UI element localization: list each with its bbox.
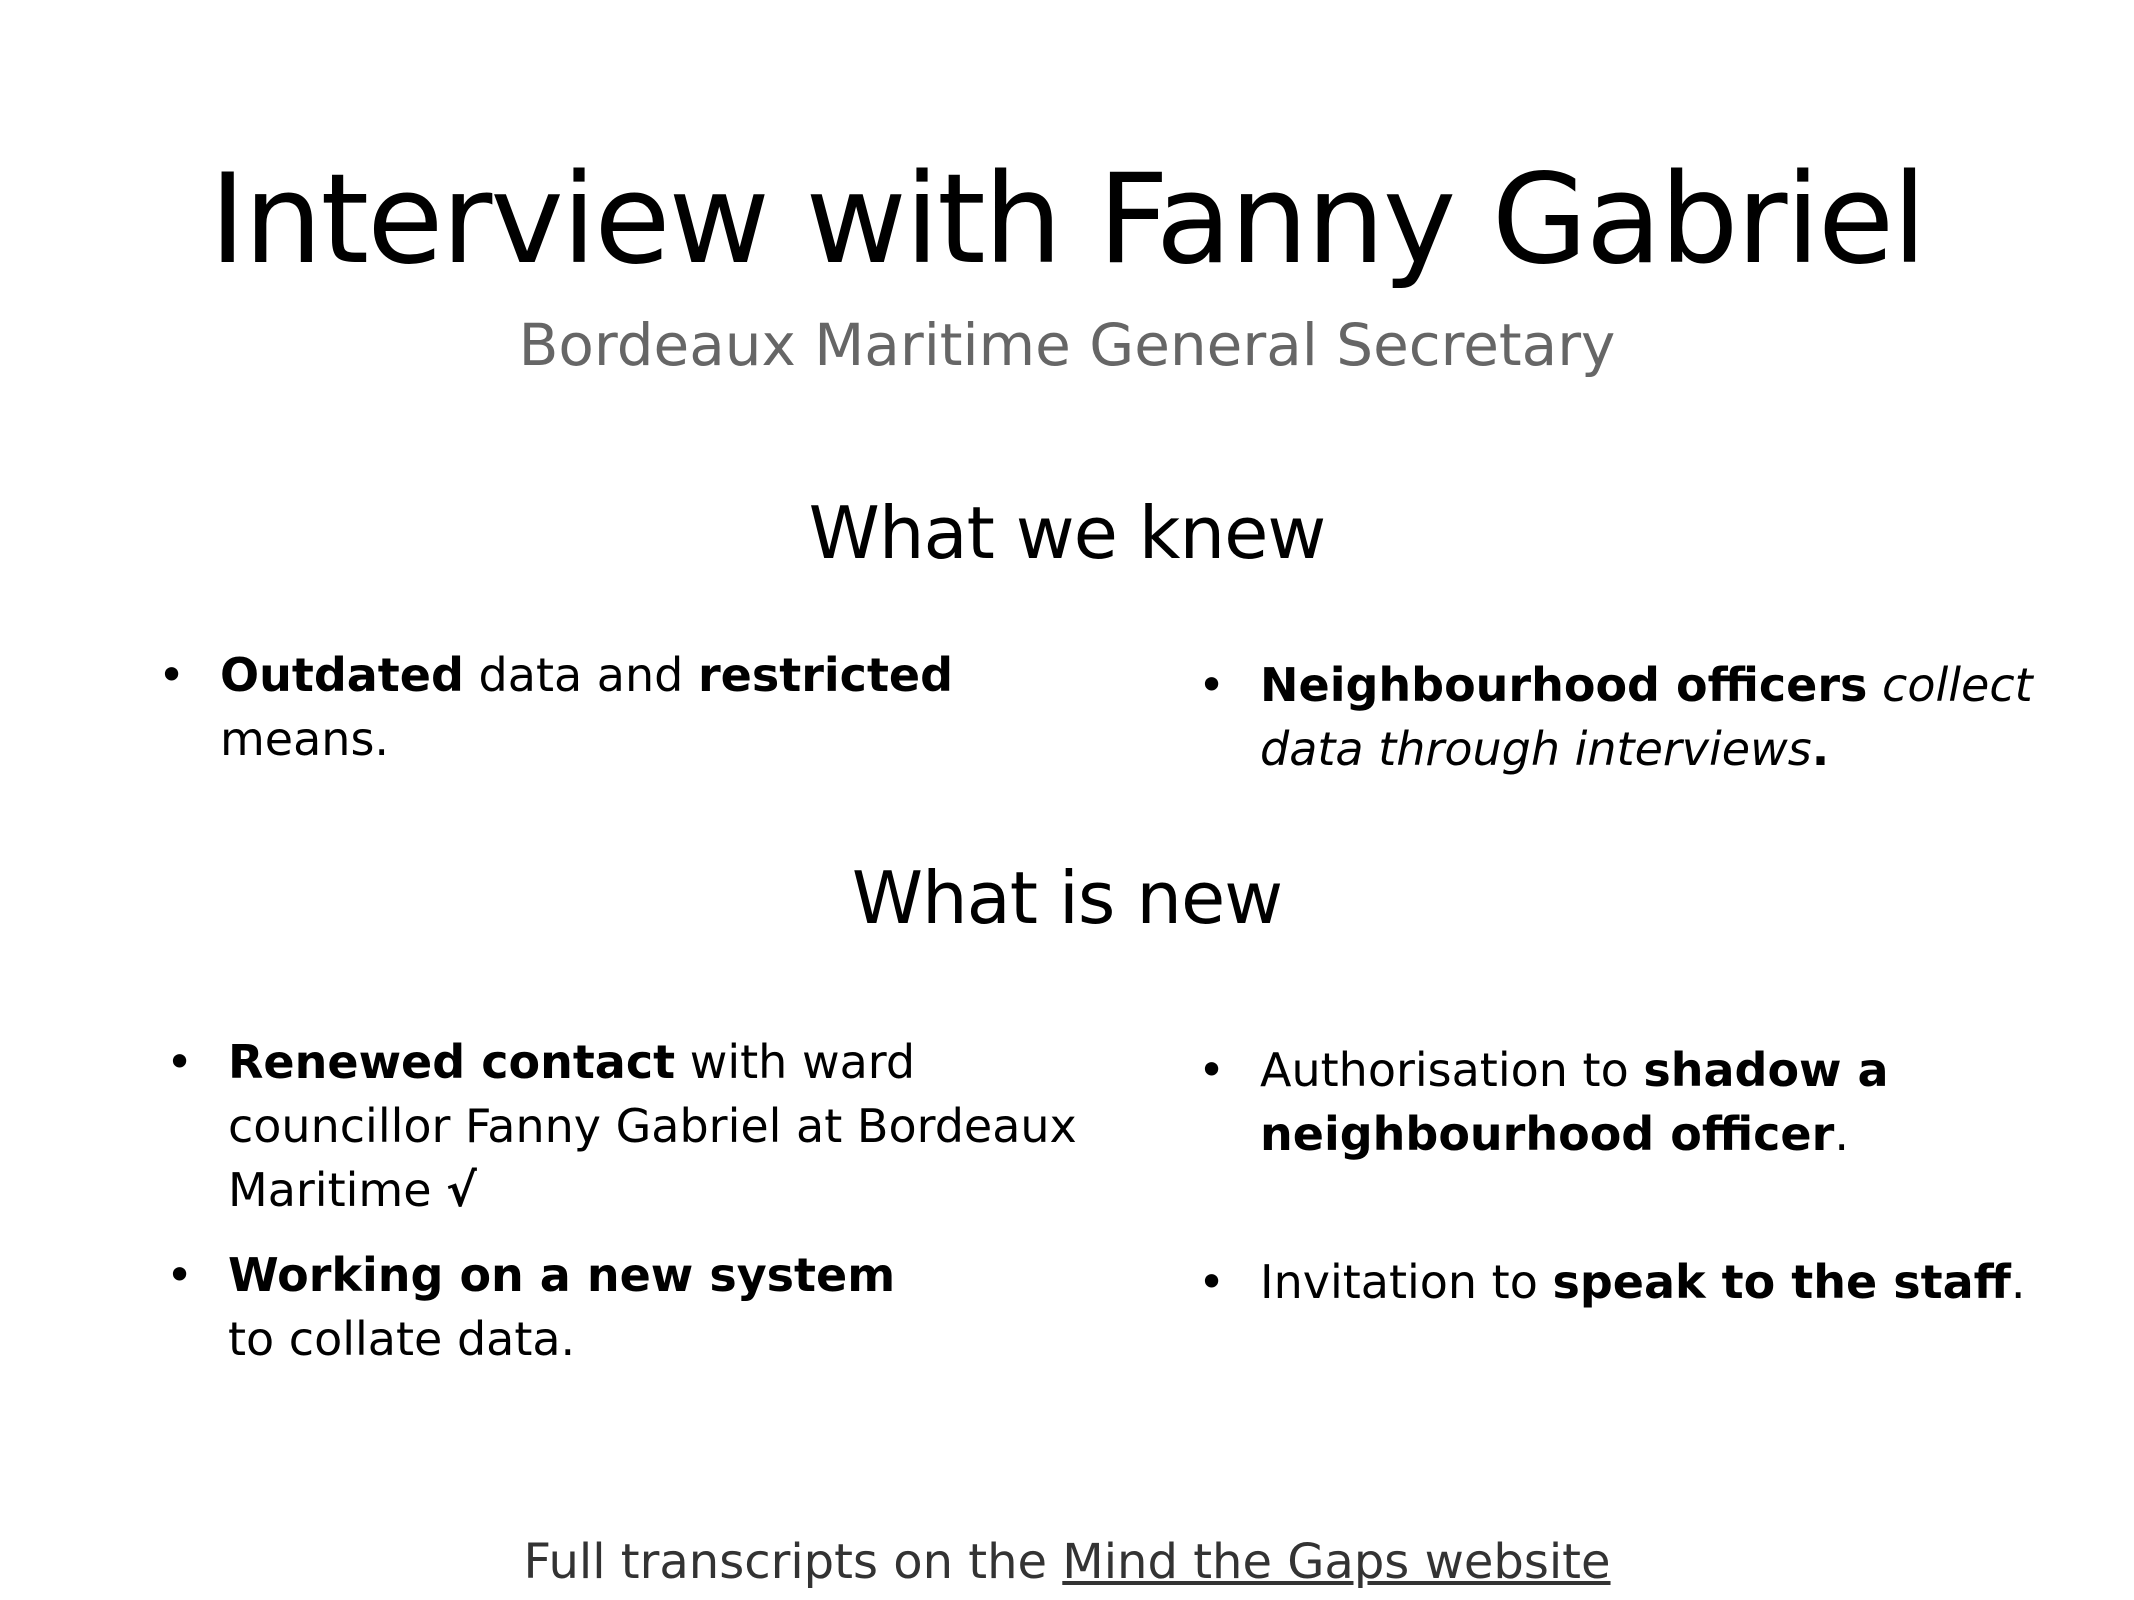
bullet-text: Working on a new system to collate data. [228,1248,896,1366]
bullet-text: Renewed contact with ward councillor Fanny Gabriel at Bordeaux Maritime √ [228,1035,1077,1217]
bullet-text: Authorisation to shadow a neighbourhood officer. [1260,1043,1889,1161]
bullet-dot: • [1198,1043,1226,1097]
bullet-text: Outdated data and restricted means. [220,648,954,766]
bullet-dot: • [166,1248,194,1302]
bullet-dot: • [166,1035,194,1089]
slide-title: Interview with Fanny Gabriel [209,148,1925,292]
bullet-dot: • [158,648,186,702]
footer-transcripts [0,1530,2134,1594]
bullet-dot: • [1198,658,1226,712]
mind-the-gaps-link[interactable]: Mind the Gaps website [1062,1534,1611,1590]
section-heading-what-we-knew: What we knew [808,491,1326,575]
slide-subtitle: Bordeaux Maritime General Secretary [518,311,1616,379]
footer-text: Full transcripts on the [523,1534,1063,1590]
section-heading-what-is-new: What is new [851,856,1283,940]
bullet-dot: • [1198,1255,1226,1309]
bullet-text: Neighbourhood officers collect data through interviews. [1260,658,2033,776]
bullet-text: Invitation to speak to the staff. [1260,1255,2026,1309]
